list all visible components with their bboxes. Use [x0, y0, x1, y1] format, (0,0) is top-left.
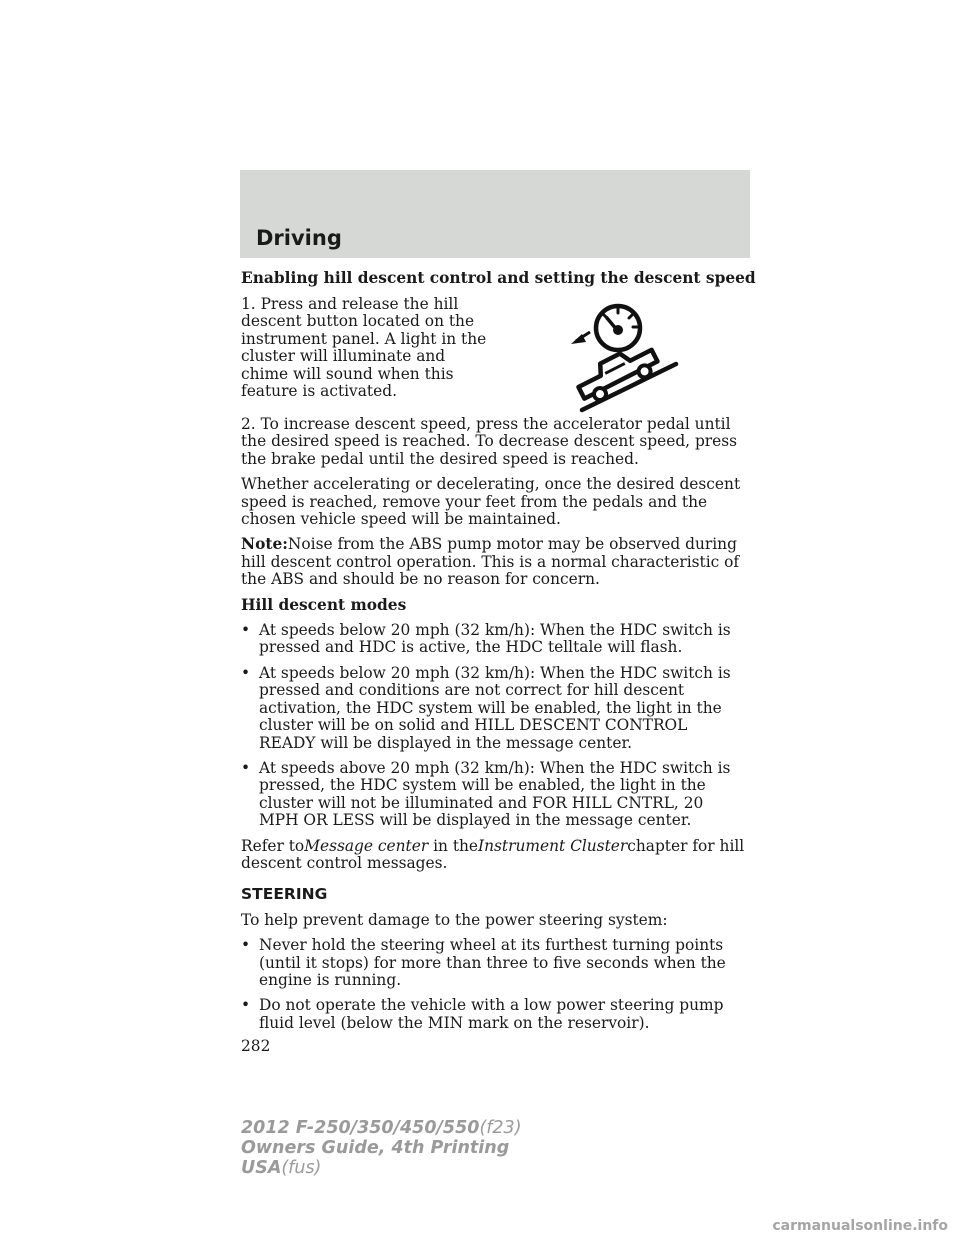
list-item: [241, 665, 746, 752]
page-number: 282: [241, 1037, 271, 1056]
note-text: Noise from the ABS pump motor may be observed during hill descent control operation. This is a normal characteristic of the ABS and should be no reason for concern.: [241, 535, 740, 589]
hill-descent-intro: [241, 269, 756, 412]
step-1-text: 1. Press and release the hill descent button located on the instrument panel. A light in the cluster will illuminate and chime will sound when this feature is activated.: [241, 295, 487, 401]
refer-suffix: chapter for hill descent control messages.: [241, 836, 745, 872]
list-item: [241, 937, 746, 989]
footer-region: USA: [241, 1158, 282, 1178]
footer-line-1: [241, 1118, 522, 1138]
list-item-text: At speeds below 20 mph (32 km/h): When the HDC switch is pressed and HDC is active, the HDC telltale will flash.: [259, 621, 731, 657]
steering-list: [241, 937, 746, 1032]
bullet-icon: •: [241, 936, 251, 955]
page-content: [241, 269, 756, 1056]
list-item: [241, 622, 746, 657]
footer-model-code: (f23): [479, 1118, 522, 1138]
bullet-icon: •: [241, 621, 251, 640]
list-item: [241, 760, 746, 830]
step-2-text: 2. To increase descent speed, press the accelerator pedal until the desired speed is reached. To decrease descent speed, press the brake pedal until the desired speed is reached.: [241, 415, 738, 468]
list-item-text: At speeds below 20 mph (32 km/h): When the HDC switch is pressed and conditions are not correct for hill descent activation, the HDC system will be enabled, the light in the cluster will be on solid and HILL DESCENT CONTROL READY will be displayed in the message center.: [259, 663, 731, 752]
list-item-text: Never hold the steering wheel at its furthest turning points (until it stops) for more than three to five seconds when the engine is running.: [259, 936, 726, 989]
refer-middle: in the: [433, 836, 479, 855]
bullet-icon: •: [241, 996, 251, 1015]
section-header-band: [240, 170, 750, 258]
bullet-icon: •: [241, 663, 251, 682]
note-label: Note:: [241, 535, 288, 554]
footer-model: 2012 F-250/350/450/550: [241, 1118, 480, 1138]
hill-descent-modes-title: Hill descent modes: [241, 595, 407, 614]
document-footer: [241, 1118, 522, 1178]
cross-reference-paragraph: [241, 838, 746, 873]
refer-prefix: Refer to: [241, 836, 305, 855]
steering-intro: To help prevent damage to the power steering system:: [241, 910, 668, 929]
watermark: carmanualsonline.info: [772, 1218, 948, 1234]
footer-line-3: [241, 1158, 522, 1178]
message-center-reference: Message center: [304, 836, 429, 855]
steering-heading: STEERING: [241, 885, 328, 904]
hill-descent-modes-list: [241, 622, 746, 829]
instrument-cluster-reference: Instrument Cluster: [478, 836, 628, 855]
maintain-speed-text: Whether accelerating or decelerating, once the desired descent speed is reached, remove your feet from the pedals and the chosen vehicle speed will be maintained.: [241, 475, 741, 529]
bullet-icon: •: [241, 758, 251, 777]
hill-descent-title: Enabling hill descent control and setting the descent speed: [241, 269, 756, 287]
hill-descent-control-icon: [568, 294, 688, 414]
list-item-text: At speeds above 20 mph (32 km/h): When the HDC switch is pressed, the HDC system will be enabled, the light in the cluster will not be illuminated and FOR HILL CNTRL, 20 MPH OR LESS will be displayed in the message center.: [259, 758, 731, 830]
list-item-text: Do not operate the vehicle with a low power steering pump fluid level (below the MIN mark on the reservoir).: [259, 996, 724, 1032]
footer-line-2: Owners Guide, 4th Printing: [241, 1138, 510, 1158]
note-paragraph: [241, 536, 746, 588]
section-title: Driving: [256, 226, 342, 250]
footer-region-code: (fus): [281, 1158, 322, 1178]
list-item: [241, 997, 746, 1032]
